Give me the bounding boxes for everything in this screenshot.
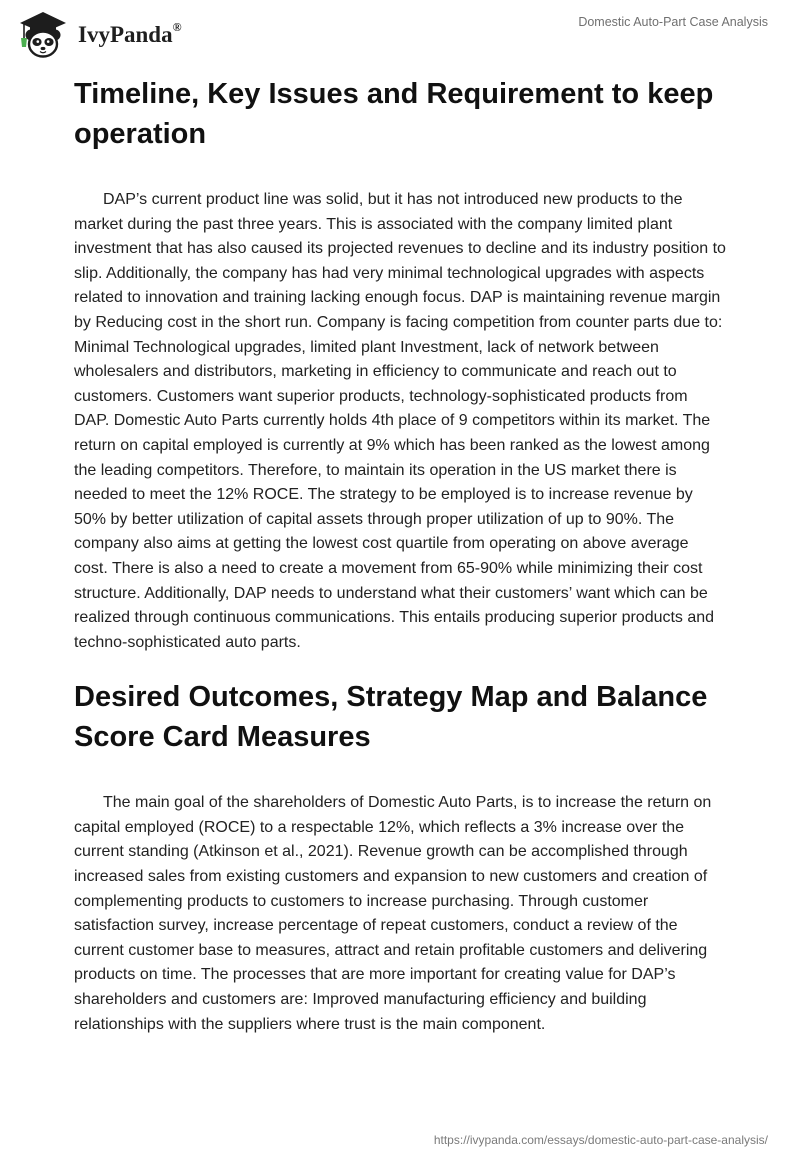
document-title: Domestic Auto-Part Case Analysis [578,15,768,29]
registered-mark: ® [172,20,182,34]
source-url-link[interactable]: https://ivypanda.com/essays/domestic-auto-part-case-analysis/ [433,1133,768,1147]
ivypanda-logo[interactable] [16,9,182,59]
page-header [0,0,800,66]
panda-graduate-icon [16,9,68,59]
section-paragraph-outcomes: The main goal of the shareholders of Domestic Auto Parts, is to increase the return on capital employed (ROCE) to a respectable 12%, which reflects a 3% increase over the current standing (Atkinson et al., 2021). Revenue growth can be accomplished through increased sales from existing customers and expansion to new customers and creation of complementing products to customers to increase purchasing. Through customer satisfaction survey, increase percentage of repeat customers, conduct a review of the current customer base to measures, attract and retain profitable customers and delivering products on time. The processes that are more important for creating value for DAP’s shareholders and customers are: Improved manufacturing efficiency and building relationships with the suppliers where trust is the main component. [74,794,712,1033]
section-heading-outcomes: Desired Outcomes, Strategy Map and Balance Score Card Measures [74,681,708,754]
brand-name: IvyPanda® [78,20,182,47]
section-paragraph-timeline: DAP’s current product line was solid, but it has not introduced new products to the market during the past three years. This is associated with the company limited plant investment that has also caused its projected revenues to decline and its industry position to slip. Additionally, the company has had very minimal technological upgrades with aspects related to innovation and training lacking enough focus. DAP is maintaining revenue margin by Reducing cost in the short run. Company is facing competition from counter parts due to: Minimal Technological upgrades, limited plant Investment, lack of network between wholesalers and distributors, marketing in efficiency to communicate and reach out to customers. Customers want superior products, technology-sophisticated products from DAP. Domestic Auto Parts currently holds 4th place of 9 competitors within its market. The return on capital employed is currently at 9% which has been ranked as the lowest among the leading competitors. Therefore, to maintain its operation in the US market there is needed to meet the 12% ROCE. The strategy to be employed is to increase revenue by 50% by better utilization of capital assets through proper utilization of up to 90%. The company also aims at getting the lowest cost quartile from operating on above average cost. There is also a need to create a movement from 65-90% while minimizing their cost structure. Additionally, DAP needs to understand what their customers’ want which can be realized through continuous communications. This entails producing superior products and techno-sophisticated auto parts. [74,191,726,651]
section-heading-timeline: Timeline, Key Issues and Requirement to keep operation [74,78,714,150]
article-body [74,74,726,1037]
